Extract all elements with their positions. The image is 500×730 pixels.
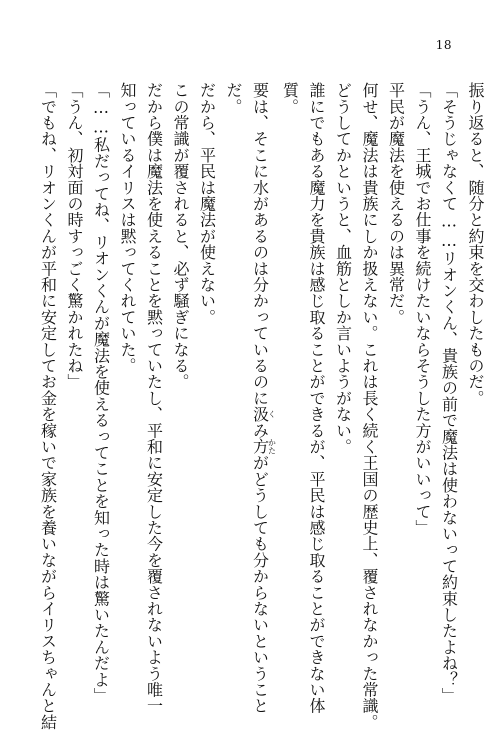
- text-line-3: 「うん、王城でお仕事を続けたいならそうした方がいいって」: [413, 82, 432, 536]
- text-line-13: だから僕は魔法を使えることを黙っていたし、平和に安定した今を覆されないよう唯一: [144, 82, 164, 714]
- ruby-base-kumi: 汲: [250, 406, 270, 423]
- text-line-8: 質。: [280, 82, 300, 115]
- text-line-12: この常識が覆されると、必ず騒ぎになる。: [171, 82, 190, 390]
- ruby-line-before: 要は、そこに水があるのは分かっているのに: [250, 82, 270, 406]
- ruby-kumi: [250, 406, 277, 423]
- ruby-base-kata: 方: [250, 438, 270, 455]
- text-area: [34, 82, 485, 730]
- text-line-11: だから、平民は魔法が使えない。: [197, 82, 217, 325]
- text-line-14: 知っているイリスは黙ってくれていた。: [118, 82, 137, 374]
- text-line-7: 誰にでもある魔力を貴族は感じ取ることができるが、平民は感じ取ることができない体: [307, 82, 326, 714]
- text-line-5: 何せ、魔法は貴族にしか扱えない。これは長く続く王国の歴史上、覆されなかった常識。: [360, 82, 379, 730]
- text-line-10: だ。: [224, 82, 243, 115]
- text-line-15: 「……私だってね、リオンくんが魔法を使えるってことを知った時は驚いたんだよ」: [91, 82, 111, 704]
- ruby-line-middle: み: [250, 422, 270, 439]
- page-number: 18: [435, 38, 452, 52]
- text-line-17: 「でもね、リオンくんが平和に安定してお金を稼いで家族を養いながらイリスちゃんと結: [38, 82, 58, 730]
- ruby-kata: [250, 438, 277, 455]
- vertical-body-text: [34, 82, 488, 730]
- ruby-line-after: がどうしても分からないということ: [250, 454, 270, 714]
- text-line-2: 「そうじゃなくて……リオンくん、貴族の前で魔法は使わないって約束したよね？」: [439, 82, 459, 704]
- text-line-1: 振り返ると、随分と約束を交わしたものだ。: [466, 82, 485, 406]
- ruby-reading-kata: かた: [267, 438, 277, 455]
- text-line-9-with-ruby: [246, 82, 277, 714]
- ruby-reading-ku: く: [267, 406, 277, 423]
- text-line-6: どうしてかというと、血筋としか言いようがない。: [333, 82, 353, 455]
- text-line-4: 平民が魔法を使えるのは異常だ。: [386, 82, 406, 325]
- text-line-16: 「うん、初対面の時すっごく驚かれたね」: [65, 82, 84, 390]
